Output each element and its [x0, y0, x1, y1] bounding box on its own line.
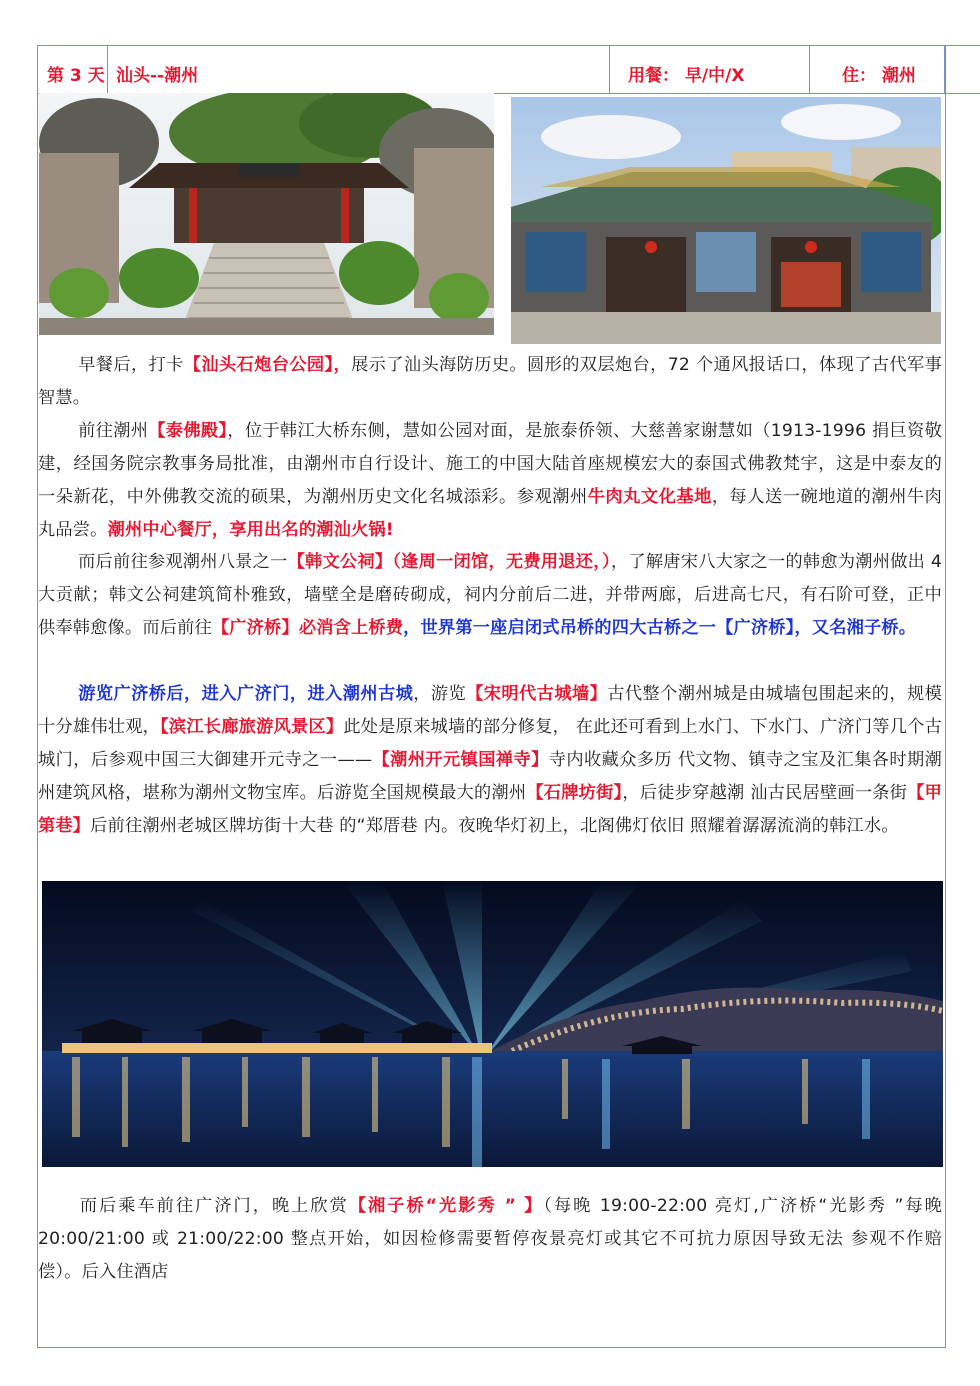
highlight-city-wall: 【宋明代古城墙】 [466, 684, 608, 704]
paragraph-shantou-fort [38, 349, 942, 415]
paragraph-light-show [38, 1190, 942, 1289]
text-segment: 早餐后，打卡 [78, 355, 184, 375]
stay-label: 住： 潮州 [810, 46, 945, 93]
paragraph-ancient-city [38, 678, 942, 843]
text-segment: ，位于韩江大桥东侧，慧如公园对面，是旅泰侨领、大慈善家谢慧如（1913-1996 捐巨资敬建，经国务院宗教事务局批准，由潮州市自行设计、施工的中国大陆首座规模宏大的泰国式佛教梵宇，这是中泰友的一朵新花，中外佛教交流的硕果，为潮州历史文化名城添彩。参观潮州 [38, 421, 942, 507]
highlight-kaiyuan-temple: 【潮州开元镇国禅寺】 [372, 750, 549, 770]
text-segment: 古代整个潮州城是由城墙包围起来的，规模十分雄伟壮观， [38, 684, 942, 737]
text-segment: ，了解唐宋八大家之一的韩愈为潮州做出 4 大贡献；韩文公祠建筑简朴雅致，墙壁全是磨砖砌成，祠内分前后二进，并带两廊，后进高七尺，有石阶可登，正中供奉韩愈像。而后前往 [38, 552, 943, 638]
text-segment: 前往潮州 [78, 421, 149, 441]
paragraph-thai-buddha-hall [38, 415, 942, 547]
text-segment: （每晚 19:00-22:00 亮灯,广济桥“光影秀 ”每晚 20:00/21:00 或 21:00/22:00 整点开始，如因检修需要暂停夜景亮灯或其它不可抗力原因导致无法 参观不作赔偿）。后入住酒店 [38, 1196, 942, 1282]
meals-label: 用餐： 早/中/X [610, 46, 810, 93]
page-frame-bottom [37, 1347, 946, 1348]
text-segment: 寺内收藏众多历 代文物、镇寺之宝及汇集各时期潮州建筑风格，堪称为潮州文物宝库。后游览全国规模最大的潮州 [38, 750, 942, 803]
day-label: 第 3 天 [37, 46, 108, 93]
paragraph-han-wengong-temple [38, 546, 942, 645]
route-label: 汕头--潮州 [108, 46, 610, 93]
text-segment: ，每人送一碗地道的潮州牛肉丸品尝。 [38, 487, 942, 540]
highlight-han-wengong-temple: 【韩文公祠】（逢周一闭馆，无费用退还，） [287, 552, 611, 572]
text-segment: ，后徒步穿越潮 汕古民居壁画一条街 [622, 783, 908, 803]
highlight-shantou-fort-park: 【汕头石炮台公园】， [183, 355, 352, 375]
highlight-hotpot-restaurant: 潮州中心餐厅，享用出名的潮汕火锅! [107, 520, 394, 540]
highlight-light-show: 【湘子桥“光影秀 ” 】 [348, 1196, 544, 1216]
highlight-ancient-city-entry: 游览广济桥后，进入广济门，进入潮州古城 [78, 684, 414, 704]
text-segment: ，游览 [413, 684, 467, 704]
temple-courtyard-photo [39, 93, 494, 335]
ornate-temple-facade-photo [511, 97, 941, 344]
bridge-light-show-photo [42, 881, 943, 1167]
highlight-jiadi-lane: 【甲第巷】 [38, 783, 942, 836]
page-frame-right [945, 45, 946, 1348]
text-segment: 而后前往参观潮州八景之一 [78, 552, 288, 572]
itinerary-header [37, 45, 980, 94]
text-segment: 此处是原来城墙的部分修复， 在此还可看到上水门、下水门、广济门等几个古城门，后参观中国三大御建开元寺之一—— [38, 717, 942, 770]
highlight-guangji-bridge-fee: 【广济桥】必消含上桥费 [211, 618, 404, 638]
text-segment: 而后乘车前往广济门，晚上欣赏 [78, 1196, 349, 1216]
highlight-beef-ball-base: 牛肉丸文化基地 [587, 487, 712, 507]
highlight-thai-buddha-hall: 【泰佛殿】 [148, 421, 228, 441]
highlight-paifang-street: 【石牌坊街】 [526, 783, 623, 803]
text-segment: 后前往潮州老城区牌坊街十大巷 的“郑厝巷 内。夜晚华灯初上，北阁佛灯依旧 照耀着潺潺流淌的韩江水。 [90, 816, 899, 836]
highlight-riverside-corridor: 【滨江长廊旅游风景区】 [160, 717, 344, 737]
highlight-xiangzi-bridge: ，世界第一座启闭式吊桥的四大古桥之一【广济桥】，又名湘子桥。 [403, 618, 917, 638]
text-segment: 展示了汕头海防历史。圆形的双层炮台，72 个通风报话口，体现了古代军事智慧。 [38, 355, 942, 408]
